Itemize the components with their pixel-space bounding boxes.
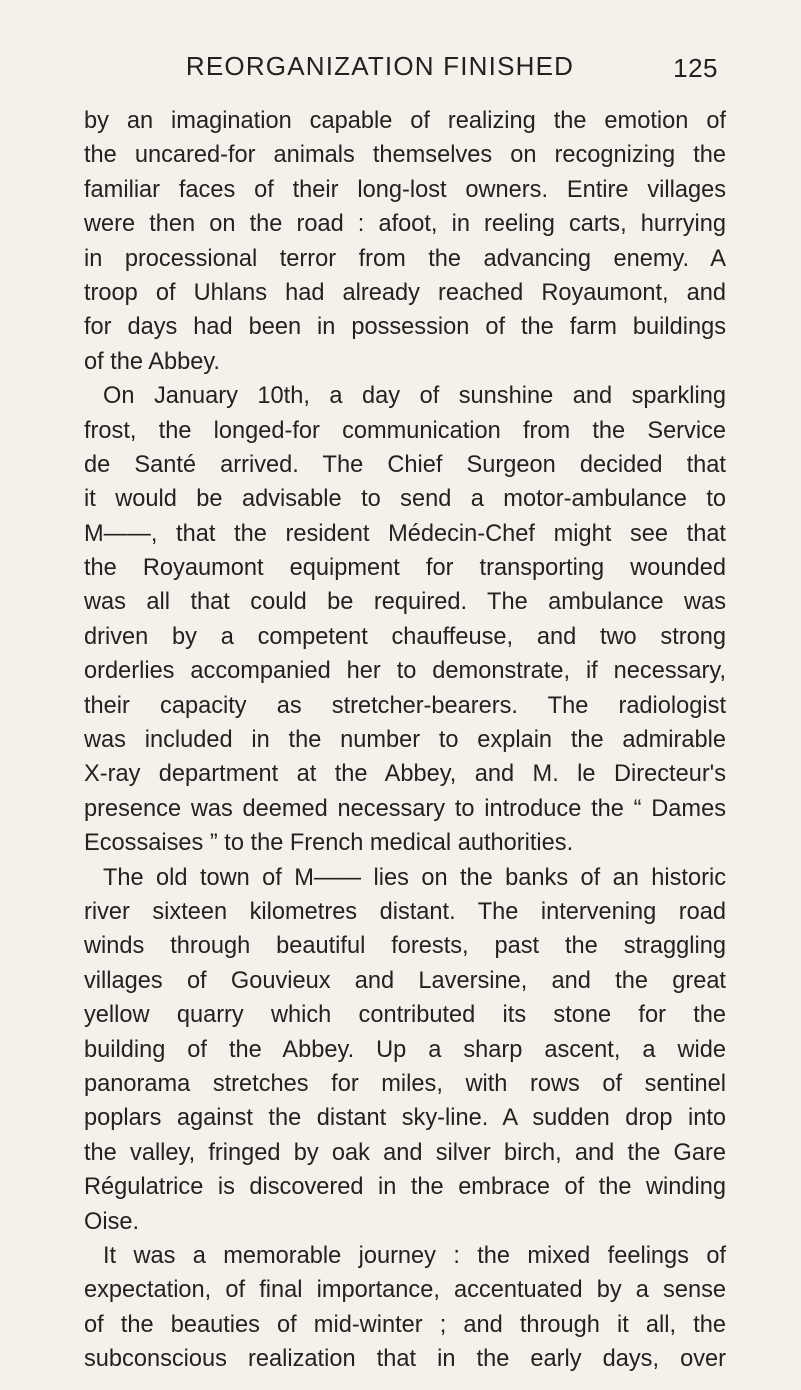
text-line: troop of Uhlans had already reached Royaumont, and (84, 279, 726, 306)
text-line: orderlies accompanied her to demonstrate, if necessary, (84, 658, 726, 685)
text-line: It was a memorable journey : the mixed feelings of (103, 1242, 726, 1269)
text-line: The old town of M—— lies on the banks of an historic (103, 864, 726, 891)
text-line: of the Abbey. (84, 348, 220, 375)
text-line: the valley, fringed by oak and silver birch, and the Gare (84, 1139, 726, 1166)
text-line: the Royaumont equipment for transporting wounded (84, 555, 726, 582)
text-line: On January 10th, a day of sunshine and sparkling (103, 383, 726, 410)
text-line: X-ray department at the Abbey, and M. le Directeur's (84, 761, 726, 788)
text-line: expectation, of final importance, accentuated by a sense (84, 1277, 726, 1304)
text-line: Ecossaises ” to the French medical authorities. (84, 830, 574, 857)
page-number: 125 (673, 53, 718, 83)
text-line: familiar faces of their long-lost owners. Entire villages (84, 176, 726, 203)
text-line: winds through beautiful forests, past the straggling (84, 933, 726, 960)
text-line: building of the Abbey. Up a sharp ascent, a wide (84, 1036, 726, 1063)
text-line: Oise. (84, 1208, 140, 1235)
text-line: for days had been in possession of the farm buildings (84, 314, 726, 341)
text-line: villages of Gouvieux and Laversine, and the great (84, 967, 726, 994)
text-line: it would be advisable to send a motor-ambulance to (84, 486, 726, 513)
text-line: was included in the number to explain the admirable (84, 727, 726, 754)
running-head (0, 48, 801, 84)
text-line: driven by a competent chauffeuse, and two strong (84, 623, 726, 650)
text-line: frost, the longed-for communication from the Service (84, 417, 726, 444)
text-line: were then on the road : afoot, in reeling carts, hurrying (84, 211, 726, 238)
text-line: their capacity as stretcher-bearers. The radiologist (84, 692, 726, 719)
text-line: by an imagination capable of realizing the emotion of (84, 108, 726, 134)
running-title: REORGANIZATION FINISHED (185, 51, 575, 81)
text-line: of the beauties of mid-winter ; and through it all, the (84, 1311, 726, 1338)
text-line: river sixteen kilometres distant. The intervening road (84, 898, 726, 925)
text-line: panorama stretches for miles, with rows of sentinel (84, 1070, 726, 1097)
text-line: presence was deemed necessary to introduce the “ Dames (84, 795, 726, 822)
text-line: subconscious realization that in the early days, over (84, 1346, 726, 1373)
text-line: the uncared-for animals themselves on recognizing the (84, 142, 726, 169)
text-line: in processional terror from the advancing enemy. A (84, 245, 726, 272)
text-line: Régulatrice is discovered in the embrace of the winding (84, 1174, 726, 1201)
text-line: poplars against the distant sky-line. A sudden drop into (84, 1105, 726, 1132)
text-line: was all that could be required. The ambulance was (84, 589, 726, 616)
body-text (84, 104, 726, 1376)
text-line: yellow quarry which contributed its stone for the (84, 1002, 726, 1029)
text-line: de Santé arrived. The Chief Surgeon decided that (84, 451, 726, 478)
text-line: M——, that the resident Médecin-Chef might see that (84, 520, 726, 547)
